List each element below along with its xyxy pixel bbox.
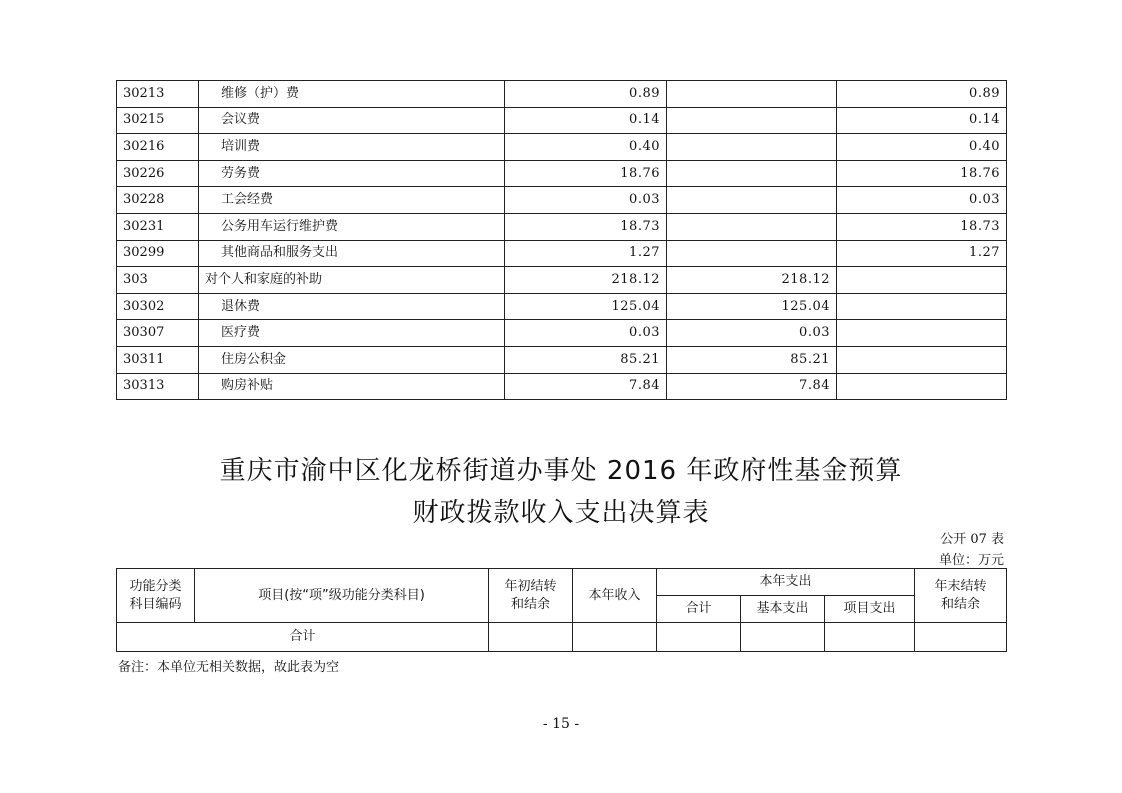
- row-total: 218.12: [505, 267, 667, 294]
- row-project: 0.40: [837, 134, 1007, 161]
- unit-label: 单位：万元: [938, 553, 1004, 568]
- row-total: 0.89: [505, 81, 667, 108]
- row-code: 30302: [117, 293, 199, 320]
- row-total: 0.03: [505, 187, 667, 214]
- row-basic: 85.21: [667, 346, 837, 373]
- row-total: 0.03: [505, 320, 667, 347]
- row-project: [837, 293, 1007, 320]
- table-row: [117, 134, 1007, 161]
- header-end-balance-text: 年末结转 和结余: [934, 578, 987, 612]
- row-name: 会议费: [199, 107, 505, 134]
- row-code: 30299: [117, 240, 199, 267]
- row-total: 85.21: [505, 346, 667, 373]
- header-code: [117, 569, 195, 623]
- row-basic: 218.12: [667, 267, 837, 294]
- row-code: 30215: [117, 107, 199, 134]
- table-row: [117, 240, 1007, 267]
- table-row: [117, 293, 1007, 320]
- header-expense-project-text: 项目支出: [843, 601, 896, 616]
- row-name: 对个人和家庭的补助: [199, 267, 505, 294]
- row-total: 125.04: [505, 293, 667, 320]
- row-code: 30216: [117, 134, 199, 161]
- header-expense-total-text: 合计: [685, 601, 712, 616]
- table-row: [117, 107, 1007, 134]
- total-label: 合计: [289, 629, 316, 644]
- table-note: 备注：本单位无相关数据，故此表为空: [118, 660, 340, 675]
- row-total: 18.76: [505, 160, 667, 187]
- row-name: 维修（护）费: [199, 81, 505, 108]
- table-row: [117, 213, 1007, 240]
- row-name: 工会经费: [199, 187, 505, 214]
- expense-detail-table: [116, 80, 1007, 400]
- table-row: [117, 346, 1007, 373]
- row-name: 其他商品和服务支出: [199, 240, 505, 267]
- total-label-cell: [117, 623, 489, 652]
- row-total: 7.84: [505, 373, 667, 400]
- row-project: 18.76: [837, 160, 1007, 187]
- header-code-text: 功能分类 科目编码: [129, 578, 182, 612]
- row-name: 购房补贴: [199, 373, 505, 400]
- row-total: 1.27: [505, 240, 667, 267]
- row-total: 0.14: [505, 107, 667, 134]
- header-expense-group: [657, 569, 915, 596]
- total-expense-basic: [741, 623, 825, 652]
- table-row: [117, 81, 1007, 108]
- table-code-label: 公开 07 表: [940, 532, 1004, 547]
- row-project: 0.14: [837, 107, 1007, 134]
- table-row: [117, 320, 1007, 347]
- row-basic: [667, 240, 837, 267]
- header-expense-total: [657, 596, 741, 623]
- table-row: [117, 267, 1007, 294]
- row-code: 30231: [117, 213, 199, 240]
- row-basic: 125.04: [667, 293, 837, 320]
- total-row: [117, 623, 1007, 652]
- row-basic: [667, 187, 837, 214]
- header-income: [573, 569, 657, 623]
- header-expense-basic: [741, 596, 825, 623]
- row-project: [837, 373, 1007, 400]
- row-total: 0.40: [505, 134, 667, 161]
- row-code: 30228: [117, 187, 199, 214]
- row-name: 住房公积金: [199, 346, 505, 373]
- row-name: 劳务费: [199, 160, 505, 187]
- page-title-line-1: 重庆市渝中区化龙桥街道办事处 2016 年政府性基金预算: [219, 456, 903, 486]
- row-total: 18.73: [505, 213, 667, 240]
- row-basic: [667, 107, 837, 134]
- header-item: [195, 569, 489, 623]
- row-basic: [667, 81, 837, 108]
- row-basic: [667, 213, 837, 240]
- page-number: - 15 -: [542, 716, 580, 732]
- header-begin-balance: [489, 569, 573, 623]
- fund-budget-table: [116, 568, 1007, 652]
- table-row: [117, 373, 1007, 400]
- row-name: 培训费: [199, 134, 505, 161]
- row-code: 30213: [117, 81, 199, 108]
- row-code: 30313: [117, 373, 199, 400]
- row-name: 公务用车运行维护费: [199, 213, 505, 240]
- row-basic: [667, 160, 837, 187]
- header-expense-group-text: 本年支出: [759, 574, 812, 589]
- header-expense-basic-text: 基本支出: [756, 601, 809, 616]
- row-code: 30226: [117, 160, 199, 187]
- total-income: [573, 623, 657, 652]
- expense-detail-body: [117, 81, 1007, 400]
- header-expense-project: [825, 596, 915, 623]
- total-expense-project: [825, 623, 915, 652]
- row-name: 退休费: [199, 293, 505, 320]
- row-code: 30307: [117, 320, 199, 347]
- page-title-line-2: 财政拨款收入支出决算表: [412, 498, 710, 528]
- row-code: 303: [117, 267, 199, 294]
- row-code: 30311: [117, 346, 199, 373]
- header-income-text: 本年收入: [588, 587, 641, 603]
- row-basic: 7.84: [667, 373, 837, 400]
- total-end-balance: [915, 623, 1007, 652]
- row-name: 医疗费: [199, 320, 505, 347]
- row-project: 1.27: [837, 240, 1007, 267]
- row-project: 18.73: [837, 213, 1007, 240]
- row-project: [837, 346, 1007, 373]
- total-expense-total: [657, 623, 741, 652]
- row-project: [837, 267, 1007, 294]
- row-project: 0.03: [837, 187, 1007, 214]
- row-project: 0.89: [837, 81, 1007, 108]
- header-end-balance: [915, 569, 1007, 623]
- header-begin-balance-text: 年初结转 和结余: [504, 578, 557, 612]
- table-row: [117, 187, 1007, 214]
- total-begin-balance: [489, 623, 573, 652]
- row-basic: 0.03: [667, 320, 837, 347]
- row-basic: [667, 134, 837, 161]
- table-row: [117, 160, 1007, 187]
- row-project: [837, 320, 1007, 347]
- header-item-text: 项目(按“项”级功能分类科目): [258, 587, 425, 603]
